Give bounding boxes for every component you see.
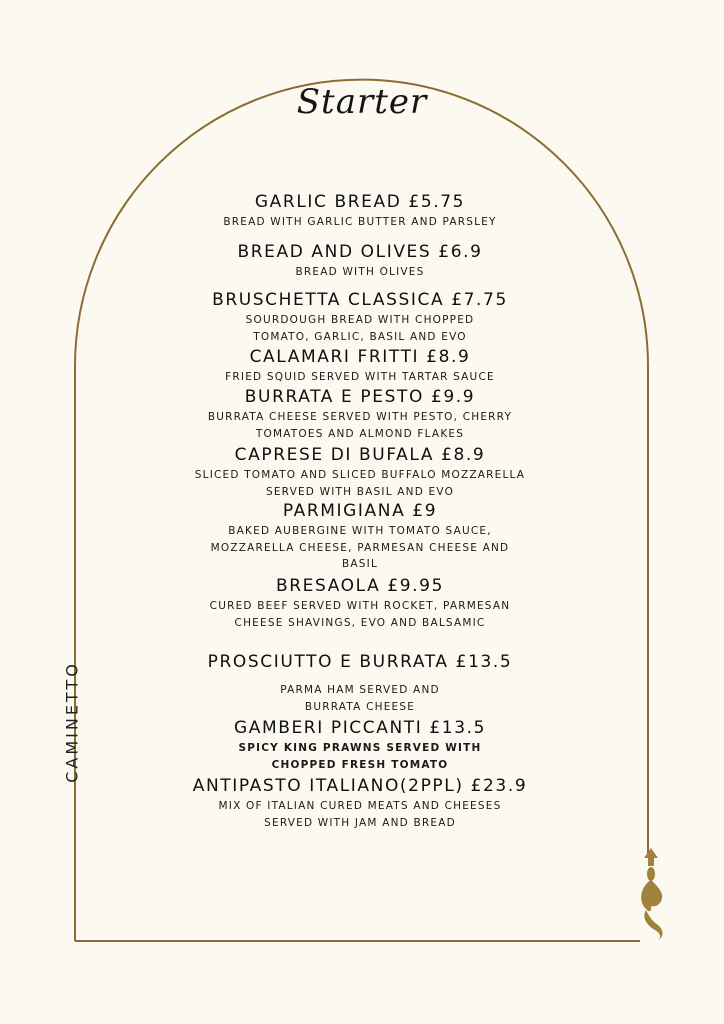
item-description: CURED BEEF SERVED WITH ROCKET, PARMESAN CHEESE SHAVINGS, EVO AND BALSAMIC [209,600,511,629]
item-description: BREAD WITH OLIVES [295,266,425,278]
menu-item [150,191,570,231]
item-title: PARMIGIANA £9 [282,501,438,521]
menu-item [150,651,570,715]
item-description: BAKED AUBERGINE WITH TOMATO SAUCE, MOZZARELLA CHEESE, PARMESAN CHEESE AND BASIL [210,525,510,570]
item-description: BURRATA CHEESE SERVED WITH PESTO, CHERRY TOMATOES AND ALMOND FLAKES [207,411,513,440]
item-description: PARMA HAM SERVED AND BURRATA CHEESE [280,684,440,713]
item-description: MIX OF ITALIAN CURED MEATS AND CHEESES SERVED WITH JAM AND BREAD [218,800,502,829]
item-title: ANTIPASTO ITALIANO(2PPL) £23.9 [192,776,528,796]
section-heading: Starter [296,82,428,122]
menu-item [150,500,570,573]
item-title: BRESAOLA £9.95 [276,576,444,596]
menu-item [150,346,570,386]
item-title: GAMBERI PICCANTI £13.5 [233,718,487,738]
item-description: SLICED TOMATO AND SLICED BUFFALO MOZZARELLA SERVED WITH BASIL AND EVO [194,469,526,498]
menu-item [150,289,570,345]
menu-item [150,775,570,831]
item-title: CAPRESE DI BUFALA £8.9 [234,445,486,465]
item-title: PROSCIUTTO E BURRATA £13.5 [207,652,513,672]
item-description: BREAD WITH GARLIC BUTTER AND PARSLEY [223,216,497,228]
item-title: BREAD AND OLIVES £6.9 [237,242,483,262]
item-description: SPICY KING PRAWNS SERVED WITH CHOPPED FRESH TOMATO [238,742,482,771]
brand-name: CAMINETTO [62,661,82,783]
fleur-finial-icon [641,848,662,940]
item-description: SOURDOUGH BREAD WITH CHOPPED TOMATO, GARLIC, BASIL AND EVO [245,314,475,343]
menu-item [150,241,570,281]
item-description: FRIED SQUID SERVED WITH TARTAR SAUCE [225,371,495,383]
item-title: BRUSCHETTA CLASSICA £7.75 [212,290,508,310]
menu-item [150,575,570,631]
menu-item [150,444,570,500]
menu-item [150,386,570,442]
menu-item [150,717,570,773]
item-title: GARLIC BREAD £5.75 [254,192,466,212]
item-title: CALAMARI FRITTI £8.9 [249,347,471,367]
item-title: BURRATA E PESTO £9.9 [244,387,476,407]
